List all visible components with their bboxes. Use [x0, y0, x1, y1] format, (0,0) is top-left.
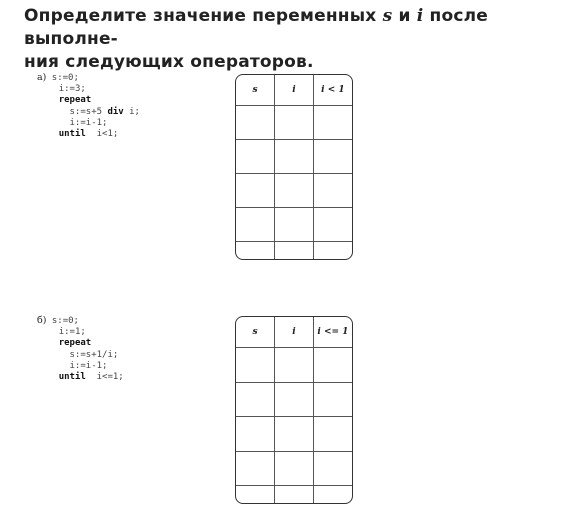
- trace-table-a-grid: [236, 75, 352, 259]
- table-row: [236, 382, 352, 417]
- code-text: i:=i-1;: [69, 360, 108, 371]
- column-header: s: [236, 75, 275, 106]
- table-row: [236, 174, 352, 208]
- table-cell[interactable]: [236, 451, 275, 486]
- table-cell[interactable]: [236, 106, 275, 140]
- code-line: [37, 129, 140, 140]
- table-cell[interactable]: [313, 140, 352, 174]
- table-cell[interactable]: [275, 382, 314, 417]
- trace-table-b-grid: [236, 317, 352, 503]
- table-row: [236, 417, 352, 452]
- code-text: s:=s+1/i;: [69, 349, 119, 360]
- task-text-and: и: [392, 6, 417, 26]
- code-keyword: until: [58, 129, 86, 140]
- column-header: i: [275, 75, 314, 106]
- code-keyword: repeat: [58, 95, 92, 106]
- code-line: [37, 95, 140, 106]
- table-cell[interactable]: [313, 106, 352, 140]
- code-text: s:=0;: [51, 316, 79, 326]
- table-cell[interactable]: [275, 242, 314, 259]
- table-cell[interactable]: [236, 348, 275, 383]
- code-line: [37, 372, 124, 383]
- column-header: s: [236, 317, 275, 348]
- table-cell[interactable]: [313, 486, 352, 503]
- code-line: [37, 338, 124, 349]
- table-row: [236, 106, 352, 140]
- table-cell[interactable]: [275, 174, 314, 208]
- column-header: i: [275, 317, 314, 348]
- table-cell[interactable]: [236, 417, 275, 452]
- code-keyword: repeat: [58, 338, 92, 349]
- task-text-part2: после выполне-: [24, 6, 488, 49]
- code-line: [37, 118, 140, 129]
- code-text: i;: [123, 106, 140, 117]
- code-text: s:=s+5: [69, 106, 108, 117]
- code-line: [37, 327, 124, 338]
- table-cell[interactable]: [313, 382, 352, 417]
- table-row: [236, 451, 352, 486]
- var-s: s: [382, 6, 393, 26]
- table-cell[interactable]: [236, 140, 275, 174]
- task-title: [24, 5, 564, 74]
- code-line: [37, 72, 140, 84]
- table-cell[interactable]: [313, 174, 352, 208]
- table-cell[interactable]: [275, 417, 314, 452]
- code-text: s:=0;: [51, 73, 79, 83]
- table-cell[interactable]: [236, 174, 275, 208]
- table-row: [236, 348, 352, 383]
- table-row: [236, 140, 352, 174]
- code-line: [37, 84, 140, 95]
- table-cell[interactable]: [313, 242, 352, 259]
- code-text: i<1;: [85, 129, 119, 140]
- table-cell[interactable]: [275, 348, 314, 383]
- trace-table-a: [235, 74, 353, 260]
- code-keyword: until: [58, 372, 86, 383]
- part-label: а): [37, 72, 47, 83]
- table-row: [236, 486, 352, 503]
- trace-table-b: [235, 316, 353, 504]
- table-cell[interactable]: [313, 208, 352, 242]
- table-cell[interactable]: [275, 106, 314, 140]
- code-line: [37, 350, 124, 361]
- task-text-line2: ния следующих операторов.: [24, 52, 314, 72]
- table-cell[interactable]: [275, 208, 314, 242]
- table-cell[interactable]: [313, 451, 352, 486]
- table-cell[interactable]: [275, 486, 314, 503]
- part-label: б): [37, 315, 47, 326]
- code-keyword: div: [107, 106, 124, 117]
- table-cell[interactable]: [313, 348, 352, 383]
- code-text: i:=3;: [58, 84, 86, 95]
- code-text: i:=1;: [58, 327, 86, 338]
- table-row: [236, 242, 352, 259]
- table-cell[interactable]: [236, 382, 275, 417]
- table-cell[interactable]: [275, 140, 314, 174]
- task-text-part1: Определите значение переменных: [24, 6, 383, 26]
- table-row: [236, 208, 352, 242]
- column-header: i <= 1: [313, 317, 352, 348]
- code-text: i<=1;: [85, 372, 124, 383]
- code-listing-b: [37, 315, 124, 383]
- table-cell[interactable]: [236, 208, 275, 242]
- table-cell[interactable]: [236, 486, 275, 503]
- column-header: i < 1: [313, 75, 352, 106]
- code-line: [37, 107, 140, 118]
- code-line: [37, 361, 124, 372]
- code-text: i:=i-1;: [69, 117, 108, 128]
- table-cell[interactable]: [313, 417, 352, 452]
- code-listing-a: [37, 72, 140, 140]
- var-i: i: [416, 6, 424, 26]
- table-cell[interactable]: [236, 242, 275, 259]
- code-line: [37, 315, 124, 327]
- table-cell[interactable]: [275, 451, 314, 486]
